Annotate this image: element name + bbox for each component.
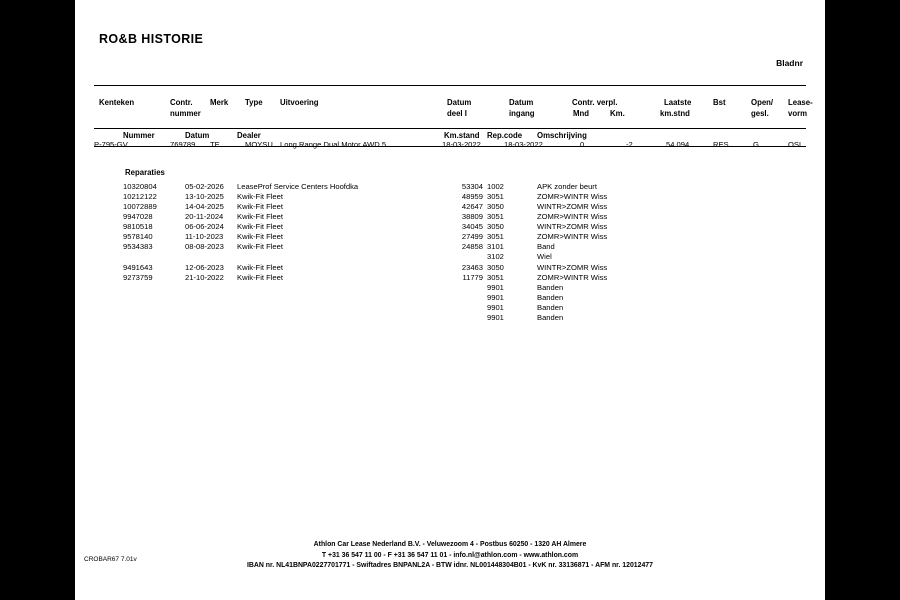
reparatie-omschrijving: ZOMR>WINTR Wiss: [537, 192, 608, 201]
subcolumn-header-dealer: Dealer: [237, 131, 261, 140]
reparatie-kmstand: 42647: [461, 202, 483, 211]
column-header-contr-verpl-mnd: Mnd: [573, 109, 590, 118]
document-id: CROBAR67 7.01v: [84, 556, 137, 563]
reparatie-datum: 05-02-2026: [185, 182, 224, 191]
vehicle-kenteken: P-795-GV: [94, 140, 128, 149]
reparatie-omschrijving: APK zonder beurt: [537, 182, 597, 191]
vehicle-datum-ingang: 18-03-2022: [504, 140, 543, 149]
header-rule-top: [94, 85, 806, 86]
reparatie-datum: 12-06-2023: [185, 263, 224, 272]
reparatie-nummer: 9534383: [123, 242, 153, 251]
subcolumn-header-nummer: Nummer: [123, 131, 155, 140]
column-header-contr-nummer-line1: Contr.: [170, 98, 193, 107]
reparatie-dealer: LeaseProf Service Centers Hoofdka: [237, 182, 359, 191]
vehicle-lease-vorm: OSL: [788, 140, 804, 149]
footer-line-address: Athlon Car Lease Nederland B.V. - Veluwezoom 4 - Postbus 60250 - 1320 AH Almere: [313, 541, 587, 548]
reparatie-repcode: 9901: [487, 303, 504, 312]
subcolumn-header-repcode: Rep.code: [487, 131, 523, 140]
reparatie-repcode: 9901: [487, 293, 504, 302]
vehicle-merk: TE: [210, 140, 220, 149]
vehicle-contr-verpl-km: -2: [626, 140, 633, 149]
column-header-datum-ingang-line1: Datum: [509, 98, 534, 107]
reparaties-section-title: Reparaties: [125, 168, 165, 177]
reparatie-repcode: 3050: [487, 222, 504, 231]
reparatie-datum: 14-04-2025: [185, 202, 224, 211]
reparatie-repcode: 1002: [487, 182, 504, 191]
column-header-kenteken: Kenteken: [99, 98, 135, 107]
reparatie-repcode: 9901: [487, 313, 504, 322]
reparatie-omschrijving: Band: [537, 242, 555, 251]
column-header-merk: Merk: [210, 98, 229, 107]
column-header-laatste-line1: Laatste: [664, 98, 692, 107]
column-header-open-gesl-line1: Open/: [751, 98, 774, 107]
column-header-laatste-line2: km.stnd: [660, 109, 690, 118]
reparatie-omschrijving: Banden: [537, 303, 564, 312]
reparatie-repcode: 3051: [487, 232, 504, 241]
reparatie-kmstand: 11779: [462, 273, 483, 282]
footer-line-contact: T +31 36 547 11 00 - F +31 36 547 11 01 - info.nl@athlon.com - www.athlon.com: [321, 551, 579, 559]
reparatie-datum: 21-10-2022: [185, 273, 224, 282]
reparatie-kmstand: 23463: [461, 263, 483, 272]
column-header-contr-verpl: Contr. verpl.: [572, 98, 618, 107]
reparatie-omschrijving: ZOMR>WINTR Wiss: [537, 273, 608, 282]
reparatie-omschrijving: Banden: [537, 313, 564, 322]
subcolumn-header-datum: Datum: [185, 131, 210, 140]
reparatie-kmstand: 34045: [461, 222, 483, 231]
subcolumn-header-kmstand: Km.stand: [444, 131, 480, 140]
vehicle-bst: RES: [713, 140, 729, 149]
reparatie-nummer: 10072889: [123, 202, 157, 211]
reparatie-omschrijving: WINTR>ZOMR Wiss: [537, 222, 608, 231]
reparatie-repcode: 3051: [487, 273, 504, 282]
reparatie-nummer: 10212122: [123, 192, 157, 201]
reparatie-dealer: Kwik-Fit Fleet: [237, 222, 283, 231]
vehicle-uitvoering: Long Range Dual Motor AWD 5: [280, 140, 387, 149]
reparatie-kmstand: 38809: [461, 212, 483, 221]
reparatie-dealer: Kwik-Fit Fleet: [237, 263, 283, 272]
column-header-type: Type: [245, 98, 263, 107]
reparatie-repcode: 3101: [487, 242, 504, 251]
reparatie-kmstand: 27499: [461, 232, 483, 241]
column-header-lease-vorm-line1: Lease-: [788, 98, 813, 107]
column-header-datum-deel-line1: Datum: [447, 98, 472, 107]
subcolumn-header-omschrijving: Omschrijving: [537, 131, 587, 140]
reparatie-datum: 11-10-2023: [185, 232, 224, 241]
reparatie-omschrijving: WINTR>ZOMR Wiss: [537, 202, 608, 211]
reparatie-repcode: 3051: [487, 192, 504, 201]
reparatie-omschrijving: Banden: [537, 283, 564, 292]
reparatie-dealer: Kwik-Fit Fleet: [237, 212, 283, 221]
vehicle-contr-verpl-mnd: 0: [580, 140, 585, 149]
column-header-contr-verpl-km: Km.: [610, 109, 625, 118]
reparatie-dealer: Kwik-Fit Fleet: [237, 273, 283, 282]
column-header-bst: Bst: [713, 98, 726, 107]
footer-line-legal: IBAN nr. NL41BNPA0227701771 - Swiftadres BNPANL2A - BTW idnr. NL001448304B01 - KvK nr. 33136871 - AFM nr. 12012477: [247, 562, 653, 569]
reparatie-repcode: 9901: [487, 283, 504, 292]
reparatie-datum: 20-11-2024: [185, 212, 224, 221]
vehicle-type: MOYSU: [245, 140, 273, 149]
document-page: [75, 0, 825, 600]
reparatie-repcode: 3102: [487, 252, 504, 261]
reparatie-kmstand: 48959: [461, 192, 483, 201]
column-header-lease-vorm-line2: vorm: [788, 109, 808, 118]
column-header-datum-ingang-line2: ingang: [509, 109, 535, 118]
reparatie-omschrijving: WINTR>ZOMR Wiss: [537, 263, 608, 272]
vehicle-contr-nummer: 769789: [170, 140, 196, 149]
reparatie-datum: 08-08-2023: [185, 242, 224, 251]
reparatie-repcode: 3050: [487, 202, 504, 211]
reparatie-dealer: Kwik-Fit Fleet: [237, 242, 283, 251]
reparatie-repcode: 3050: [487, 263, 504, 272]
reparatie-nummer: 9947028: [123, 212, 153, 221]
document-footer: [75, 540, 825, 572]
reparatie-nummer: 9491643: [123, 263, 153, 272]
reparatie-kmstand: 24858: [461, 242, 483, 251]
column-header-datum-deel-line2: deel I: [447, 109, 467, 118]
column-header-uitvoering: Uitvoering: [280, 98, 319, 107]
page-title: RO&B HISTORIE: [99, 32, 204, 46]
vehicle-open-gesl: G: [753, 140, 759, 149]
reparatie-nummer: 10320804: [123, 182, 157, 191]
reparatie-dealer: Kwik-Fit Fleet: [237, 192, 283, 201]
column-header-contr-nummer-line2: nummer: [170, 109, 201, 118]
reparatie-datum: 13-10-2025: [185, 192, 224, 201]
reparatie-dealer: Kwik-Fit Fleet: [237, 202, 283, 211]
reparatie-omschrijving: Banden: [537, 293, 564, 302]
column-header-open-gesl-line2: gesl.: [751, 109, 769, 118]
reparatie-omschrijving: ZOMR>WINTR Wiss: [537, 212, 608, 221]
reparatie-datum: 06-06-2024: [185, 222, 224, 231]
header-rule-middle: [94, 128, 806, 129]
reparatie-kmstand: 53304: [461, 182, 483, 191]
reparatie-nummer: 9578140: [123, 232, 153, 241]
reparatie-omschrijving: Wiel: [537, 252, 552, 261]
reparatie-nummer: 9810518: [123, 222, 153, 231]
bladnr-label: Bladnr: [776, 58, 803, 68]
vehicle-datum-deel-1: 18-03-2022: [442, 140, 481, 149]
reparatie-nummer: 9273759: [123, 273, 153, 282]
reparatie-omschrijving: ZOMR>WINTR Wiss: [537, 232, 608, 241]
reparatie-dealer: Kwik-Fit Fleet: [237, 232, 283, 241]
vehicle-laatste-km-stnd: 54.094: [666, 140, 690, 149]
reparatie-repcode: 3051: [487, 212, 504, 221]
